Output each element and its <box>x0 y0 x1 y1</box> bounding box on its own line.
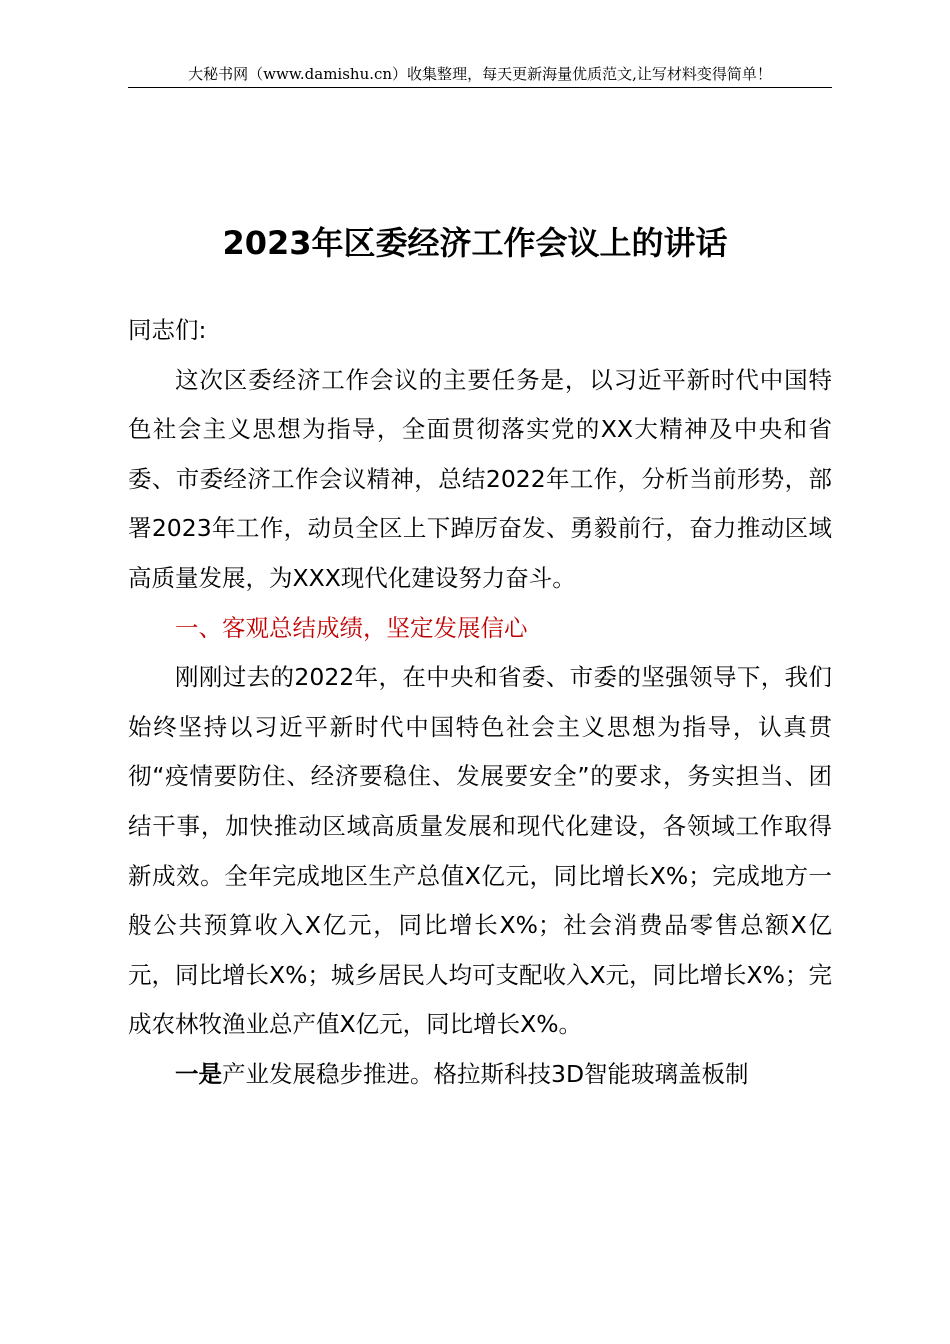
point-paragraph <box>128 1050 832 1100</box>
point-text: 产业发展稳步推进。格拉斯科技3D智能玻璃盖板制 <box>222 1059 749 1088</box>
header-rule <box>128 87 832 88</box>
section-paragraph: 刚刚过去的2022年，在中央和省委、市委的坚强领导下，我们始终坚持以习近平新时代中国特色社会主义思想为指导，认真贯彻“疫情要防住、经济要稳住、发展要安全”的要求，务实担当、团结干事，加快推动区域高质量发展和现代化建设，各领域工作取得新成效。全年完成地区生产总值X亿元，同比增长X%；完成地方一般公共预算收入X亿元，同比增长X%；社会消费品零售总额X亿元，同比增长X%；城乡居民人均可支配收入X元，同比增长X%；完成农林牧渔业总产值X亿元，同比增长X%。 <box>128 663 832 1039</box>
point-lead: 一是 <box>175 1059 222 1088</box>
document-title: 2023年区委经济工作会议上的讲话 <box>222 224 728 262</box>
salutation: 同志们: <box>128 316 207 344</box>
document-body <box>128 306 832 1100</box>
page-header: 大秘书网（www.damishu.cn）收集整理，每天更新海量优质范文,让写材料变得简单！ <box>188 65 772 83</box>
intro-paragraph: 这次区委经济工作会议的主要任务是，以习近平新时代中国特色社会主义思想为指导，全面贯彻落实党的XX大精神及中央和省委、市委经济工作会议精神，总结2022年工作，分析当前形势，部署2023年工作，动员全区上下踔厉奋发、勇毅前行，奋力推动区域高质量发展，为XXX现代化建设努力奋斗。 <box>128 365 832 592</box>
section-heading: 一、客观总结成绩，坚定发展信心 <box>175 613 528 642</box>
